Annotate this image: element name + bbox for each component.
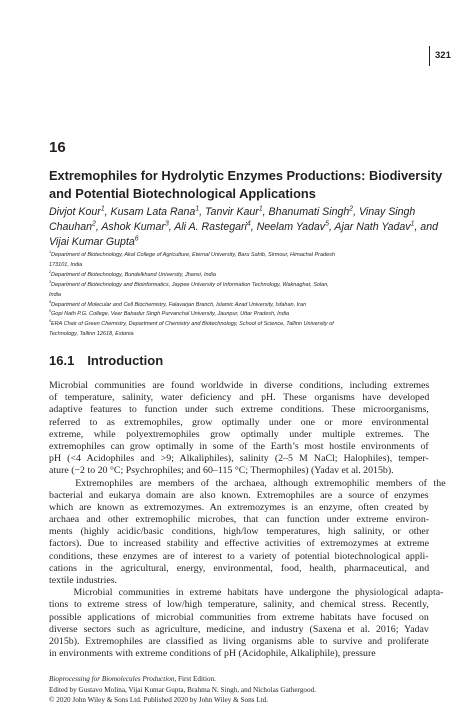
affiliation-text: 173101, India: [49, 261, 83, 268]
affiliation-marker: 5: [325, 220, 329, 228]
affiliation-line: [49, 301, 429, 311]
affiliation-marker: 1: [100, 205, 105, 213]
affiliation-number: 5: [49, 309, 51, 314]
paragraph-line: of temperature, salinity, water deficiency and pH. These organisms have developed: [49, 392, 430, 404]
chapter-title: [49, 167, 443, 203]
section-heading: [49, 353, 163, 368]
affiliation-line: [49, 320, 429, 330]
author-line: [49, 235, 429, 250]
author-name: , Ajar Nath Yadav: [328, 220, 411, 233]
affiliation-marker: 6: [134, 235, 139, 243]
footer-editors: Edited by Gustavo Molina, Vijai Kumar Gupta, Brahma N. Singh, and Nicholas Gathergood.: [49, 685, 316, 694]
affiliation-line: [49, 291, 429, 301]
section-number: 16.1: [49, 353, 75, 368]
paragraph-line: archaea and other extremophilic microbes, that can function under extreme environ-: [49, 514, 430, 526]
footer-edition: , First Edition.: [174, 675, 216, 683]
author-name: , Ali A. Rastegari: [168, 220, 247, 233]
author-name: , Kusam Lata Rana: [104, 206, 196, 218]
paragraph: [49, 380, 429, 478]
paragraph-line: factors). Due to increased stability and effective activities of extremozymes at extreme: [49, 538, 430, 550]
footer-book-line: [49, 674, 439, 685]
affiliation-line: [49, 281, 429, 291]
author-name: , Neelam Yadav: [250, 220, 326, 233]
paragraph-line: Microbial communities are found worldwide in diverse conditions, including extremes: [49, 380, 430, 391]
affiliation-text: Department of Biotechnology, Akal College of Agriculture, Eternal University, Baru Sahib, Sirmour, Himachal Pradesh: [50, 252, 335, 258]
paragraph-line: ments (highly acidic/basic conditions, high/low temperatures, high salinity, or other: [49, 526, 430, 538]
affiliation-text: ERA Chair of Green Chemistry, Department of Chemistry and Biotechnology, School of Science, Tallinn University of: [50, 321, 334, 328]
affiliation-line: [49, 261, 429, 271]
author-name: , Tanvir Kaur: [199, 206, 259, 218]
affiliation-text: Department of Biotechnology and Bioinformatics, Jaypee University of Information Technology, Waknaghat, Solan,: [50, 281, 329, 288]
paragraph-line: adaptive features to function under such extreme conditions. These microorganisms,: [49, 404, 429, 416]
book-footer: [49, 674, 439, 706]
affiliation-marker: 2: [92, 220, 96, 228]
paragraph-line: 2015b). Extremophiles are classified as living organisms able to survive and proliferate: [49, 635, 429, 647]
paragraph: [49, 477, 446, 588]
affiliation-text: Department of Molecular and Cell Biochemistry, Falavarjan Branch, Islamic Azad University, Isfahan, Iran: [50, 301, 307, 308]
affiliation-list: [49, 251, 429, 340]
author-list: [49, 205, 438, 249]
paragraph-line: cations in the agricultural, energy, environmental, food, health, pharmaceutical, and: [49, 562, 430, 574]
affiliation-marker: 1: [410, 220, 415, 228]
paragraph-line: textile industries.: [49, 575, 118, 586]
paragraph-line: tions to extreme stress of low/high temperature, salinity, and chemical stress. Recently,: [49, 599, 429, 611]
author-line: [49, 220, 438, 235]
affiliation-marker: 3: [164, 220, 169, 228]
paragraph-line: Extremophiles are members of the archaea, although extremophilic members of the: [49, 477, 446, 489]
author-name: , Ashok Kumar: [95, 220, 165, 233]
paragraph-line: Microbial communities in extreme habitats have undergone the physiological adapta-: [49, 587, 444, 599]
affiliation-number: 6: [49, 319, 51, 324]
paragraph: [49, 587, 444, 660]
section-title: Introduction: [87, 353, 164, 368]
affiliation-marker: 1: [195, 205, 200, 213]
page-number: 321: [435, 50, 451, 61]
page-number-divider: [429, 46, 430, 66]
affiliation-number: 2: [49, 269, 51, 274]
author-name: Divjot Kour: [49, 206, 101, 218]
paragraph-line: extremophiles can grow optimally in some of the Earth’s most hostile environments of: [49, 440, 429, 452]
footer-book-title: Bioprocessing for Biomolecules Production: [49, 675, 175, 683]
affiliation-text: India: [49, 291, 61, 298]
author-name: Vijai Kumar Gupta: [49, 235, 135, 248]
chapter-number: 16: [49, 139, 66, 156]
paragraph-line: conditions, these enzymes are of interest to a variety of potential biotechnological appli-: [49, 550, 429, 562]
paragraph-line: referred to as extremophiles, grow optimally under one or more environmental: [49, 416, 429, 428]
paragraph-line: extreme, while polyextremophiles grow optimally under multiple extremes. The: [49, 428, 430, 440]
affiliation-line: [49, 330, 429, 340]
affiliation-text: Gopi Nath P.G. College, Veer Bahadur Singh Purvanchal University, Jaunpur, Uttar Pradesh, India: [50, 311, 290, 318]
paragraph-line: diverse sectors such as agriculture, medicine, and industry (Saxena et al. 2016; Yadav: [49, 623, 429, 635]
paragraph-line: ature (−2 to 20 °C; Psychrophiles; and 60–115 °C; Thermophiles) (Yadav et al. 2015b).: [49, 465, 394, 477]
affiliation-text: Department of Biotechnology, Bundelkhand University, Jhansi, India: [50, 271, 216, 278]
author-name: , Bhanumati Singh: [262, 206, 350, 218]
affiliation-number: 1: [49, 250, 51, 255]
chapter-title-line: and Potential Biotechnological Applications: [49, 186, 316, 201]
author-name: Chauhan: [49, 220, 93, 233]
author-line: [49, 205, 429, 220]
author-name: , and: [414, 220, 438, 233]
chapter-title-line: Extremophiles for Hydrolytic Enzymes Productions: Biodiversity: [49, 168, 443, 183]
affiliation-marker: 4: [246, 220, 251, 228]
paragraph-line: bacterial and eukarya domain are also known. Extremophiles are a source of enzymes: [49, 489, 429, 501]
affiliation-line: [49, 271, 429, 281]
affiliation-line: [49, 251, 429, 261]
paragraph-line: in environments with extreme conditions of pH (Acidophile, Alkaliphile), pressure: [49, 648, 376, 660]
paragraph-line: which are known as extremozymes. An extremozymes is an enzyme, often created by: [49, 501, 429, 513]
affiliation-text: Technology, Tallinn 12618, Estonia: [49, 331, 134, 338]
footer-copyright: © 2020 John Wiley & Sons Ltd. Published 2020 by John Wiley & Sons Ltd.: [49, 696, 269, 705]
affiliation-marker: 1: [258, 205, 263, 213]
affiliation-line: [49, 310, 429, 320]
paragraph-line: pH (<4 Acidophiles and >9; Alkaliphiles), salinity (2–5 M NaCl; Halophiles), temper-: [49, 453, 429, 465]
paragraph-line: possible applications of microbial communities from extreme habitats have focused on: [49, 611, 429, 623]
body-text: [49, 380, 446, 660]
author-name: , Vinay Singh: [353, 206, 416, 218]
affiliation-number: 4: [49, 299, 51, 304]
affiliation-marker: 2: [349, 205, 354, 213]
affiliation-number: 3: [49, 279, 51, 284]
